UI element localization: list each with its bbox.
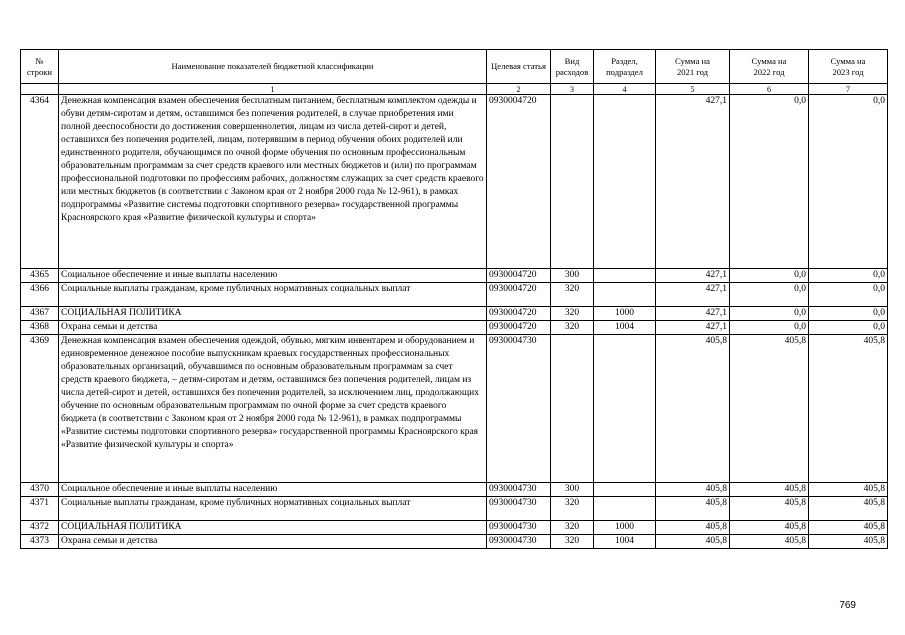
row-sum-2022: 405,8	[730, 335, 809, 483]
row-sum-2023: 405,8	[809, 335, 888, 483]
row-exp-type	[551, 95, 594, 269]
row-sum-2022: 405,8	[730, 483, 809, 497]
row-section: 1004	[594, 535, 656, 549]
row-sum-2023: 0,0	[809, 269, 888, 283]
row-section: 1000	[594, 521, 656, 535]
table-row	[21, 95, 888, 269]
row-section	[594, 269, 656, 283]
column-number: 1	[59, 84, 487, 95]
column-number	[21, 84, 59, 95]
column-number: 5	[656, 84, 730, 95]
row-exp-type: 320	[551, 307, 594, 321]
header-exp-type: Вид расходов	[551, 50, 594, 84]
header-sum-2023: Сумма на 2023 год	[809, 50, 888, 84]
row-sum-2021: 405,8	[656, 535, 730, 549]
row-section	[594, 335, 656, 483]
row-sum-2021: 427,1	[656, 95, 730, 269]
row-target: 0930004720	[487, 95, 551, 269]
row-target: 0930004730	[487, 483, 551, 497]
row-exp-type: 320	[551, 283, 594, 307]
table-row	[21, 483, 888, 497]
row-name: Денежная компенсация взамен обеспечения бесплатным питанием, бесплатным комплектом одежды и обуви детям-сиротам и детям, оставшимся без попечения родителей, в случае приобретения ими полной дееспособности до достижения совершеннолетия, лицам из числа детей-сирот и детей, оставшихся без попечения родителей, лицам, потерявшим в период обучения обоих родителей или единственного родителя, обучающимся по очной форме обучения по основным профессиональным образовательным программам за счет средств краевого или местных бюджетов и (или) по программам профессиональной подготовки по профессиям рабочих, должностям служащих за счет средств краевого или местных бюджетов (в соответствии с Законом края от 2 ноября 2000 года № 12-961), в рамках подпрограммы «Развитие системы подготовки спортивного резерва» государственной программы Красноярского края «Развитие физической культуры и спорта»	[59, 95, 487, 269]
row-number: 4365	[21, 269, 59, 283]
row-sum-2021: 427,1	[656, 269, 730, 283]
row-name: Социальное обеспечение и иные выплаты населению	[59, 269, 487, 283]
row-name: Социальные выплаты гражданам, кроме публичных нормативных социальных выплат	[59, 283, 487, 307]
row-target: 0930004720	[487, 269, 551, 283]
row-name: Охрана семьи и детства	[59, 321, 487, 335]
row-number: 4366	[21, 283, 59, 307]
budget-table	[20, 49, 888, 549]
row-section	[594, 283, 656, 307]
row-sum-2023: 0,0	[809, 321, 888, 335]
row-target: 0930004730	[487, 521, 551, 535]
row-number: 4369	[21, 335, 59, 483]
row-sum-2022: 0,0	[730, 95, 809, 269]
row-number: 4368	[21, 321, 59, 335]
header-sum-2022: Сумма на 2022 год	[730, 50, 809, 84]
table-row	[21, 521, 888, 535]
row-section: 1000	[594, 307, 656, 321]
row-sum-2022: 405,8	[730, 535, 809, 549]
row-target: 0930004730	[487, 535, 551, 549]
row-number: 4371	[21, 497, 59, 521]
column-number: 3	[551, 84, 594, 95]
header-row	[21, 50, 888, 84]
row-sum-2021: 405,8	[656, 497, 730, 521]
table-row	[21, 535, 888, 549]
row-sum-2023: 405,8	[809, 535, 888, 549]
row-sum-2022: 405,8	[730, 521, 809, 535]
header-target: Целевая статья	[487, 50, 551, 84]
row-number: 4364	[21, 95, 59, 269]
row-number: 4367	[21, 307, 59, 321]
header-sum-2021: Сумма на 2021 год	[656, 50, 730, 84]
header-name: Наименование показателей бюджетной классификации	[59, 50, 487, 84]
row-name: Социальные выплаты гражданам, кроме публичных нормативных социальных выплат	[59, 497, 487, 521]
row-sum-2023: 0,0	[809, 95, 888, 269]
row-sum-2023: 405,8	[809, 483, 888, 497]
column-number-row	[21, 84, 888, 95]
row-sum-2022: 0,0	[730, 283, 809, 307]
table-row	[21, 335, 888, 483]
header-section: Раздел, подраздел	[594, 50, 656, 84]
row-sum-2021: 427,1	[656, 307, 730, 321]
row-sum-2023: 405,8	[809, 497, 888, 521]
row-sum-2021: 405,8	[656, 335, 730, 483]
row-exp-type: 300	[551, 269, 594, 283]
column-number: 7	[809, 84, 888, 95]
row-exp-type: 320	[551, 521, 594, 535]
row-sum-2021: 405,8	[656, 521, 730, 535]
row-sum-2021: 427,1	[656, 321, 730, 335]
row-sum-2022: 0,0	[730, 307, 809, 321]
row-target: 0930004720	[487, 307, 551, 321]
table-row	[21, 321, 888, 335]
row-section	[594, 497, 656, 521]
row-target: 0930004730	[487, 497, 551, 521]
row-section: 1004	[594, 321, 656, 335]
column-number: 2	[487, 84, 551, 95]
row-number: 4372	[21, 521, 59, 535]
row-sum-2023: 0,0	[809, 283, 888, 307]
row-sum-2022: 0,0	[730, 269, 809, 283]
row-exp-type: 320	[551, 535, 594, 549]
header-row-no: № строки	[21, 50, 59, 84]
row-section	[594, 483, 656, 497]
row-sum-2022: 0,0	[730, 321, 809, 335]
column-number: 6	[730, 84, 809, 95]
row-name: Социальное обеспечение и иные выплаты населению	[59, 483, 487, 497]
row-exp-type	[551, 335, 594, 483]
table-row	[21, 283, 888, 307]
row-sum-2021: 405,8	[656, 483, 730, 497]
row-sum-2023: 405,8	[809, 521, 888, 535]
row-exp-type: 320	[551, 321, 594, 335]
row-exp-type: 300	[551, 483, 594, 497]
row-sum-2022: 405,8	[730, 497, 809, 521]
table-row	[21, 307, 888, 321]
row-target: 0930004720	[487, 283, 551, 307]
row-name: Охрана семьи и детства	[59, 535, 487, 549]
row-section	[594, 95, 656, 269]
row-target: 0930004730	[487, 335, 551, 483]
row-exp-type: 320	[551, 497, 594, 521]
table-row	[21, 497, 888, 521]
row-name: Денежная компенсация взамен обеспечения одеждой, обувью, мягким инвентарем и оборудованием и единовременное денежное пособие выпускникам краевых государственных профессиональных образовательных организаций, обучавшимся по основным образовательным программам за счет средств краевого бюджета, – детям-сиротам и детям, оставшимся без попечения родителей, лицам из числа детей-сирот и детей, оставшихся без попечения родителей, за исключением лиц, продолжающих обучение по основным образовательным программам по очной форме за счет средств краевого бюджета (в соответствии с Законом края от 2 ноября 2000 года № 12-961), в рамках подпрограммы «Развитие системы подготовки спортивного резерва» государственной программы Красноярского края «Развитие физической культуры и спорта»	[59, 335, 487, 483]
row-number: 4370	[21, 483, 59, 497]
page-number: 769	[839, 600, 856, 611]
row-target: 0930004720	[487, 321, 551, 335]
row-number: 4373	[21, 535, 59, 549]
row-sum-2023: 0,0	[809, 307, 888, 321]
row-name: СОЦИАЛЬНАЯ ПОЛИТИКА	[59, 521, 487, 535]
table-row	[21, 269, 888, 283]
row-sum-2021: 427,1	[656, 283, 730, 307]
row-name: СОЦИАЛЬНАЯ ПОЛИТИКА	[59, 307, 487, 321]
column-number: 4	[594, 84, 656, 95]
